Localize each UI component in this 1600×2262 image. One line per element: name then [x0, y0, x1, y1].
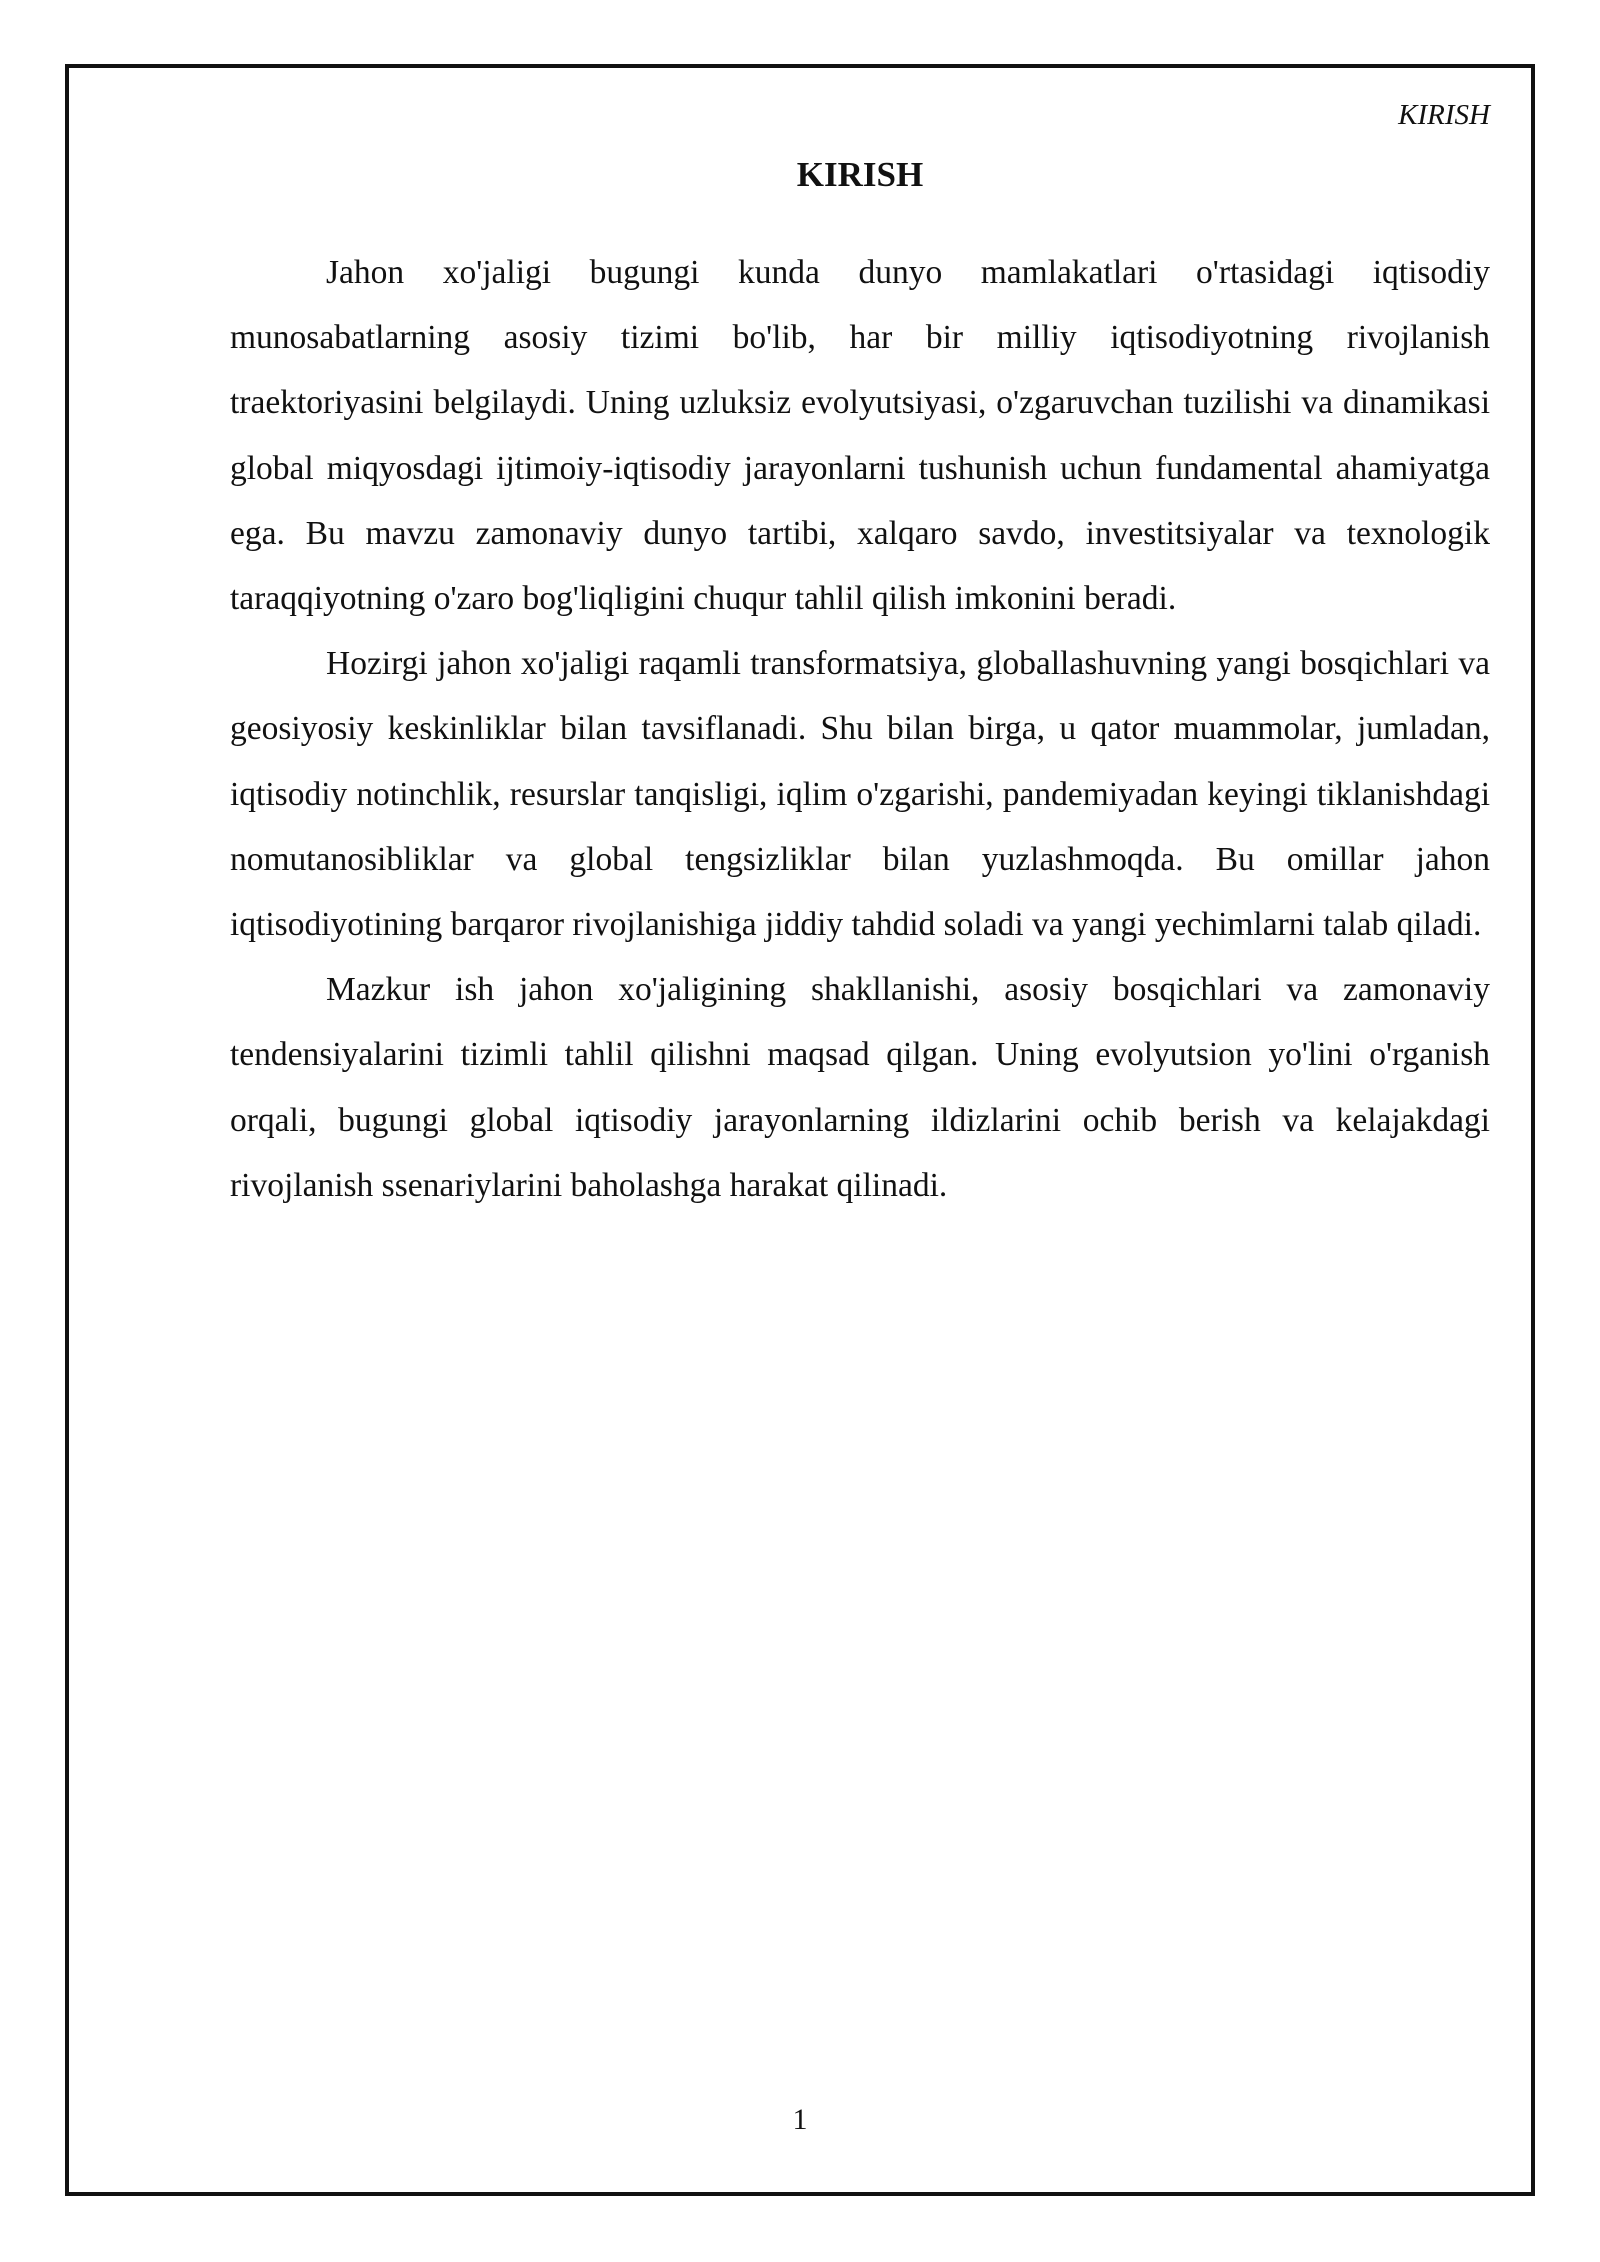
document-title: KIRISH	[796, 155, 924, 194]
running-header: KIRISH	[1398, 99, 1490, 131]
paragraph-3: Mazkur ish jahon xo'jaligining shakllanishi, asosiy bosqichlari va zamonaviy tendensiyalarini tizimli tahlil qilishni maqsad qilgan. Uning evolyutsion yo'lini o'rganish orqali, bugungi global iqtisodiy jarayonlarning ildizlarini ochib berish va kelajakdagi rivojlanish ssenariylarini baholashga harakat qilinadi.	[230, 971, 1490, 1204]
paragraph-1: Jahon xo'jaligi bugungi kunda dunyo mamlakatlari o'rtasidagi iqtisodiy munosabatlarning asosiy tizimi bo'lib, har bir milliy iqtisodiyotning rivojlanish traektoriyasini belgilaydi. Uning uzluksiz evolyutsiyasi, o'zgaruvchan tuzilishi va dinamikasi global miqyosdagi ijtimoiy-iqtisodiy jarayonlarni tushunish uchun fundamental ahamiyatga ega. Bu mavzu zamonaviy dunyo tartibi, xalqaro savdo, investitsiyalar va texnologik taraqqiyotning o'zaro bog'liqligini chuqur tahlil qilish imkonini beradi.	[230, 254, 1490, 618]
document-body	[230, 240, 1490, 1218]
page-number: 1	[792, 2103, 808, 2136]
paragraph-2: Hozirgi jahon xo'jaligi raqamli transformatsiya, globallashuvning yangi bosqichlari va geosiyosiy keskinliklar bilan tavsiflanadi. Shu bilan birga, u qator muammolar, jumladan, iqtisodiy notinchlik, resurslar tanqisligi, iqlim o'zgarishi, pandemiyadan keyingi tiklanishdagi nomutanosibliklar va global tengsizliklar bilan yuzlashmoqda. Bu omillar jahon iqtisodiyotining barqaror rivojlanishiga jiddiy tahdid soladi va yangi yechimlarni talab qiladi.	[230, 645, 1490, 944]
